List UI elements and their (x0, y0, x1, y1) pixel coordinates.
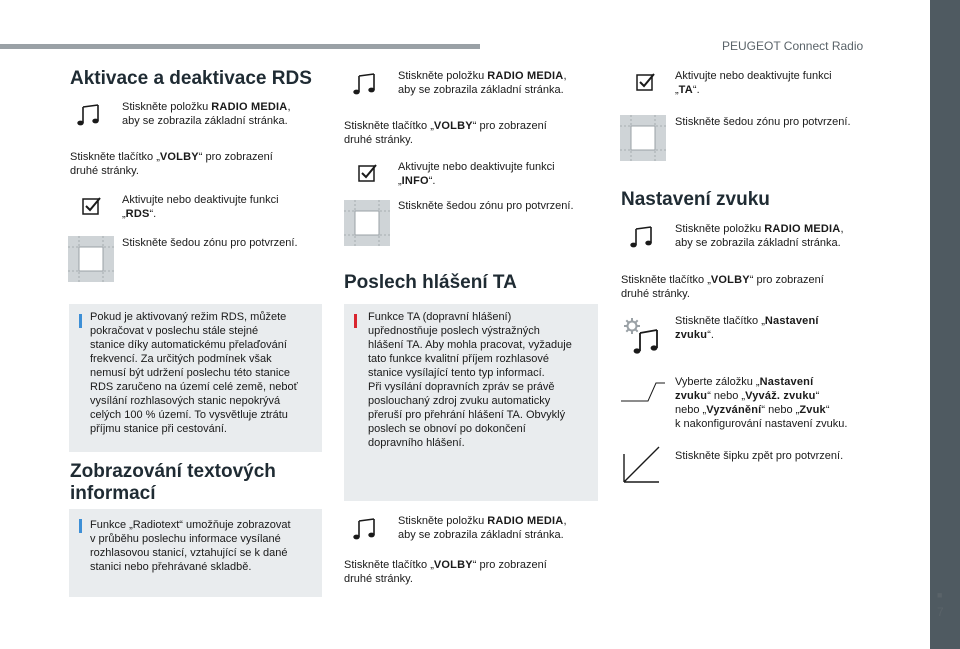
step-text: Stiskněte tlačítko „VOLBY“ pro zobrazení druhé stránky. (70, 151, 273, 177)
section-title-ta: Poslech hlášení TA (344, 272, 517, 293)
page-number: 7 (937, 605, 944, 619)
info-note-text: Funkce „Radiotext“ umožňuje zobrazovat v průběhu poslechu informace vysílané rozhlasovou stanicí, vztahující se k dané stanici nebo přehrávané skladbě. (90, 519, 291, 573)
warning-note-text: Funkce TA (dopravní hlášení) upřednostňuje poslech výstražných hlášení TA. Aby mohla pracovat, vyžaduje tato funkce kvalitní příjem rozhlasové stanice vysílající tento typ informací. Při vysílání dopravních zpráv se právě poslouchaný zdroj zvuku automaticky přeruší pro přehrání hlášení TA. Obvyklý poslech se obnoví po dokončení dopravního hlášení. (368, 311, 572, 449)
step-text: Stiskněte položku RADIO MEDIA, aby se zobrazila základní stránka. (675, 223, 844, 249)
side-tab (930, 0, 960, 649)
warning-bar-icon (354, 314, 357, 328)
grey-zone-icon (344, 200, 390, 246)
tab-icon (620, 381, 666, 403)
checkbox-icon (636, 72, 656, 92)
sound-settings-icon (623, 316, 661, 356)
section-title-radiotext: Zobrazování textových informací (70, 461, 276, 504)
step-text: Stiskněte šipku zpět pro potvrzení. (675, 450, 844, 462)
music-note-icon (76, 103, 102, 127)
step-text: Stiskněte položku RADIO MEDIA, aby se zobrazila základní stránka. (122, 101, 291, 127)
checkbox-icon (358, 163, 378, 183)
step-text: Stiskněte tlačítko „VOLBY“ pro zobrazení druhé stránky. (344, 559, 547, 585)
step-text: Stiskněte položku RADIO MEDIA, aby se zobrazila základní stránka. (398, 70, 567, 96)
step-text: Vyberte záložku „Nastavení zvuku“ nebo „Vyváž. zvuku“ nebo „Vyzvánění“ nebo „Zvuk“ k nakonfigurování nastavení zvuku. (675, 376, 848, 430)
step-text: Stiskněte tlačítko „VOLBY“ pro zobrazení druhé stránky. (621, 274, 824, 300)
warning-note (344, 304, 598, 501)
header-rule (0, 44, 480, 49)
section-title-rds: Aktivace a deaktivace RDS (70, 68, 312, 89)
step-text: Stiskněte šedou zónu pro potvrzení. (675, 116, 851, 128)
checkbox-icon (82, 196, 102, 216)
grey-zone-icon (68, 236, 114, 282)
grey-zone-icon (620, 115, 666, 161)
page-mark: ■ (937, 590, 943, 600)
step-text: Stiskněte šedou zónu pro potvrzení. (122, 237, 298, 249)
step-text: Aktivujte nebo deaktivujte funkci „INFO“. (398, 161, 555, 187)
step-text: Aktivujte nebo deaktivujte funkci „RDS“. (122, 194, 279, 220)
music-note-icon (629, 225, 655, 249)
music-note-icon (352, 72, 378, 96)
info-note (69, 509, 322, 597)
step-text: Stiskněte šedou zónu pro potvrzení. (398, 200, 574, 212)
back-arrow-icon (622, 446, 660, 484)
step-text: Aktivujte nebo deaktivujte funkci „TA“. (675, 70, 832, 96)
header-brand: PEUGEOT Connect Radio (722, 39, 864, 53)
info-note (69, 304, 322, 452)
section-title-sound: Nastavení zvuku (621, 189, 770, 210)
info-note-text: Pokud je aktivovaný režim RDS, můžete pokračovat v poslechu stále stejné stanice díky automatickému přelaďování frekvencí. Za určitých podmínek však nemusí být udržení poslechu této stanice RDS zaručeno na území celé země, neboť vysílání rozhlasových stanic nepokrývá celých 100 % území. To vysvětluje ztrátu příjmu stanice při cestování. (90, 311, 298, 435)
step-text: Stiskněte tlačítko „Nastavení zvuku“. (675, 315, 819, 341)
step-text: Stiskněte položku RADIO MEDIA, aby se zobrazila základní stránka. (398, 515, 567, 541)
music-note-icon (352, 517, 378, 541)
info-bar-icon (79, 314, 82, 328)
info-bar-icon (79, 519, 82, 533)
step-text: Stiskněte tlačítko „VOLBY“ pro zobrazení druhé stránky. (344, 120, 547, 146)
